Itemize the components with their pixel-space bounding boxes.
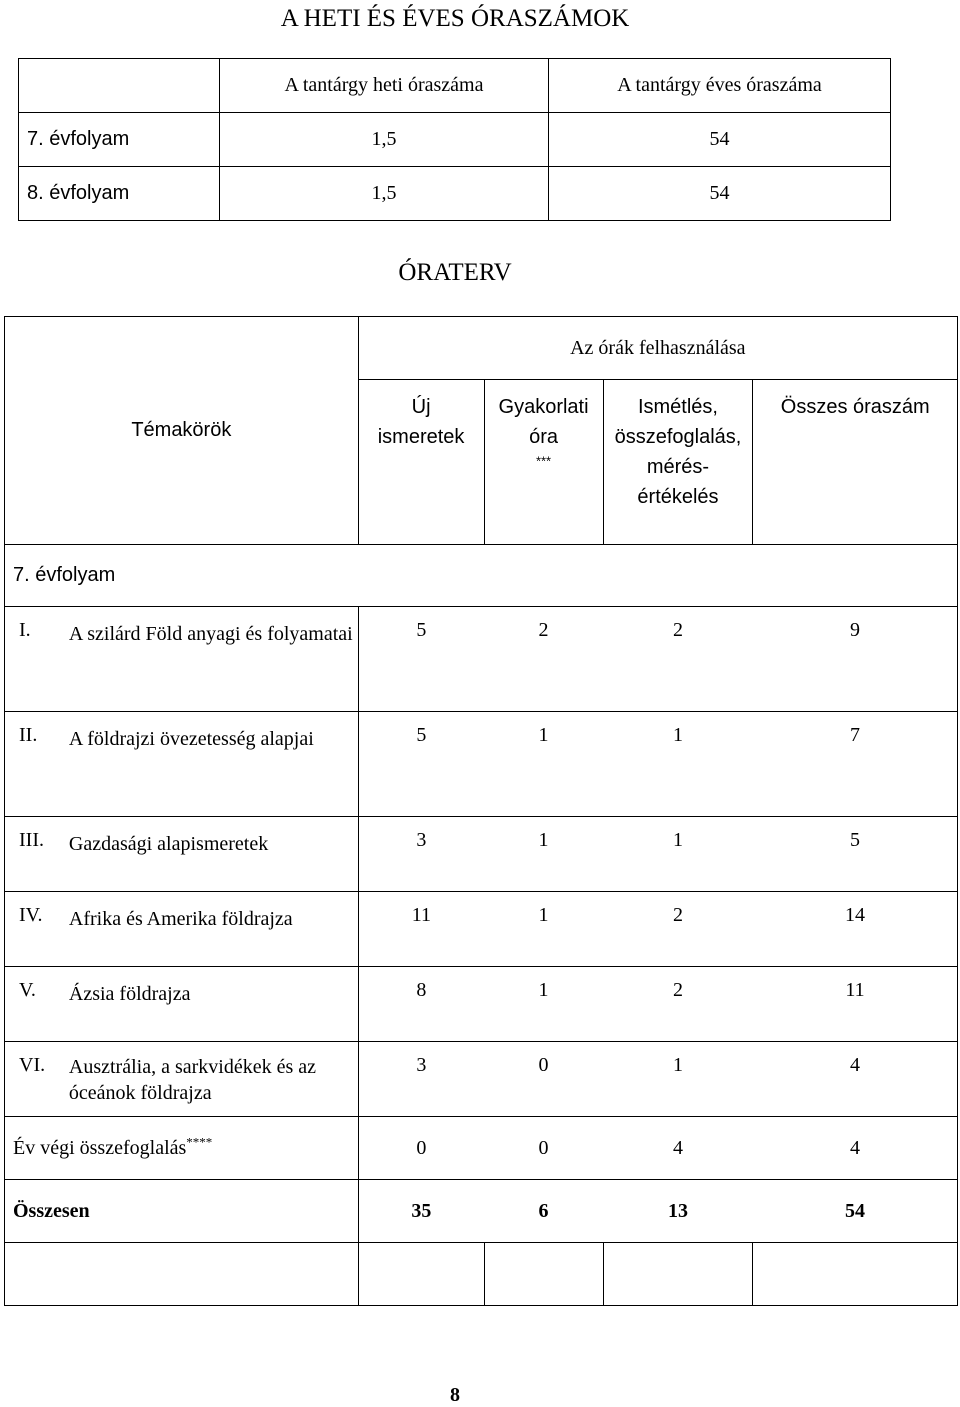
new-value: 3 bbox=[358, 1042, 484, 1117]
topic-name: Gazdasági alapismeretek bbox=[69, 817, 358, 892]
topic-number: IV. bbox=[5, 892, 69, 967]
empty-row bbox=[5, 1243, 958, 1306]
table-header-cell: A tantárgy heti óraszáma bbox=[220, 59, 549, 113]
table-header-cell: A tantárgy éves óraszáma bbox=[549, 59, 891, 113]
weekly-hours-cell: 1,5 bbox=[220, 167, 549, 221]
page-number: 8 bbox=[450, 1384, 460, 1406]
total-value: 4 bbox=[753, 1117, 958, 1180]
topic-name: Ázsia földrajza bbox=[69, 967, 358, 1042]
review-value: 1 bbox=[603, 712, 753, 817]
table-row bbox=[5, 817, 958, 892]
sum-label: Összesen bbox=[5, 1180, 359, 1243]
new-knowledge-label: Új ismeretek bbox=[377, 396, 465, 448]
review-label: Ismétlés, összefoglalás, mérés-értékelés bbox=[614, 396, 742, 508]
practice-value: 1 bbox=[484, 967, 603, 1042]
new-value: 8 bbox=[358, 967, 484, 1042]
grade-cell: 7. évfolyam bbox=[19, 113, 220, 167]
review-value: 13 bbox=[603, 1180, 753, 1243]
practice-value: 0 bbox=[484, 1117, 603, 1180]
new-value: 5 bbox=[358, 712, 484, 817]
review-header bbox=[603, 380, 753, 545]
weekly-yearly-hours-table bbox=[18, 58, 891, 221]
practice-value: 1 bbox=[484, 817, 603, 892]
review-value: 1 bbox=[603, 1042, 753, 1117]
practice-header bbox=[484, 380, 603, 545]
topic-name: Ausztrália, a sarkvidékek és az óceánok földrajza bbox=[69, 1042, 358, 1117]
total-value: 11 bbox=[753, 967, 958, 1042]
empty-cell bbox=[5, 1243, 359, 1306]
table-header-row bbox=[19, 59, 891, 113]
plan-title: ÓRATERV bbox=[398, 259, 512, 286]
topic-number: II. bbox=[5, 712, 69, 817]
section-label: 7. évfolyam bbox=[5, 545, 958, 607]
page-title: A HETI ÉS ÉVES ÓRASZÁMOK bbox=[280, 5, 630, 32]
table-header-cell bbox=[19, 59, 220, 113]
table-row bbox=[19, 113, 891, 167]
table-row bbox=[5, 892, 958, 967]
table-row bbox=[5, 1042, 958, 1117]
practice-value: 0 bbox=[484, 1042, 603, 1117]
new-value: 5 bbox=[358, 607, 484, 712]
table-row bbox=[5, 967, 958, 1042]
empty-cell bbox=[753, 1243, 958, 1306]
practice-value: 1 bbox=[484, 892, 603, 967]
total-header: Összes óraszám bbox=[753, 380, 958, 545]
practice-value: 2 bbox=[484, 607, 603, 712]
table-row bbox=[5, 712, 958, 817]
empty-cell bbox=[603, 1243, 753, 1306]
new-knowledge-header bbox=[358, 380, 484, 545]
topic-number: V. bbox=[5, 967, 69, 1042]
empty-cell bbox=[358, 1243, 484, 1306]
sum-row bbox=[5, 1180, 958, 1243]
review-value: 4 bbox=[603, 1117, 753, 1180]
usage-header: Az órák felhasználása bbox=[358, 317, 957, 380]
topics-header: Témakörök bbox=[5, 317, 359, 545]
table-row bbox=[5, 607, 958, 712]
new-value: 3 bbox=[358, 817, 484, 892]
topic-number: VI. bbox=[5, 1042, 69, 1117]
new-value: 35 bbox=[358, 1180, 484, 1243]
topic-name: A földrajzi övezetesség alapjai bbox=[69, 712, 358, 817]
topic-name: A szilárd Föld anyagi és folyamatai bbox=[69, 607, 358, 712]
new-value: 11 bbox=[358, 892, 484, 967]
review-value: 2 bbox=[603, 607, 753, 712]
practice-value: 1 bbox=[484, 712, 603, 817]
total-value: 9 bbox=[753, 607, 958, 712]
year-end-label-cell bbox=[5, 1117, 359, 1180]
new-value: 0 bbox=[358, 1117, 484, 1180]
review-value: 2 bbox=[603, 892, 753, 967]
empty-cell bbox=[484, 1243, 603, 1306]
footnote-mark: *** bbox=[535, 453, 552, 469]
table-row bbox=[19, 167, 891, 221]
topic-number: III. bbox=[5, 817, 69, 892]
topic-name: Afrika és Amerika földrajza bbox=[69, 892, 358, 967]
review-value: 1 bbox=[603, 817, 753, 892]
yearly-hours-cell: 54 bbox=[549, 167, 891, 221]
footnote-mark: **** bbox=[186, 1133, 213, 1149]
grade-cell: 8. évfolyam bbox=[19, 167, 220, 221]
year-end-label: Év végi összefoglalás bbox=[13, 1136, 187, 1159]
practice-value: 6 bbox=[484, 1180, 603, 1243]
total-value: 14 bbox=[753, 892, 958, 967]
lesson-plan-table bbox=[4, 316, 958, 1306]
total-value: 5 bbox=[753, 817, 958, 892]
topic-number: I. bbox=[5, 607, 69, 712]
yearly-hours-cell: 54 bbox=[549, 113, 891, 167]
total-value: 4 bbox=[753, 1042, 958, 1117]
total-value: 7 bbox=[753, 712, 958, 817]
review-value: 2 bbox=[603, 967, 753, 1042]
practice-label: Gyakorlati óra bbox=[498, 396, 589, 448]
weekly-hours-cell: 1,5 bbox=[220, 113, 549, 167]
total-value: 54 bbox=[753, 1180, 958, 1243]
year-end-row bbox=[5, 1117, 958, 1180]
table-header-row bbox=[5, 317, 958, 380]
section-row bbox=[5, 545, 958, 607]
